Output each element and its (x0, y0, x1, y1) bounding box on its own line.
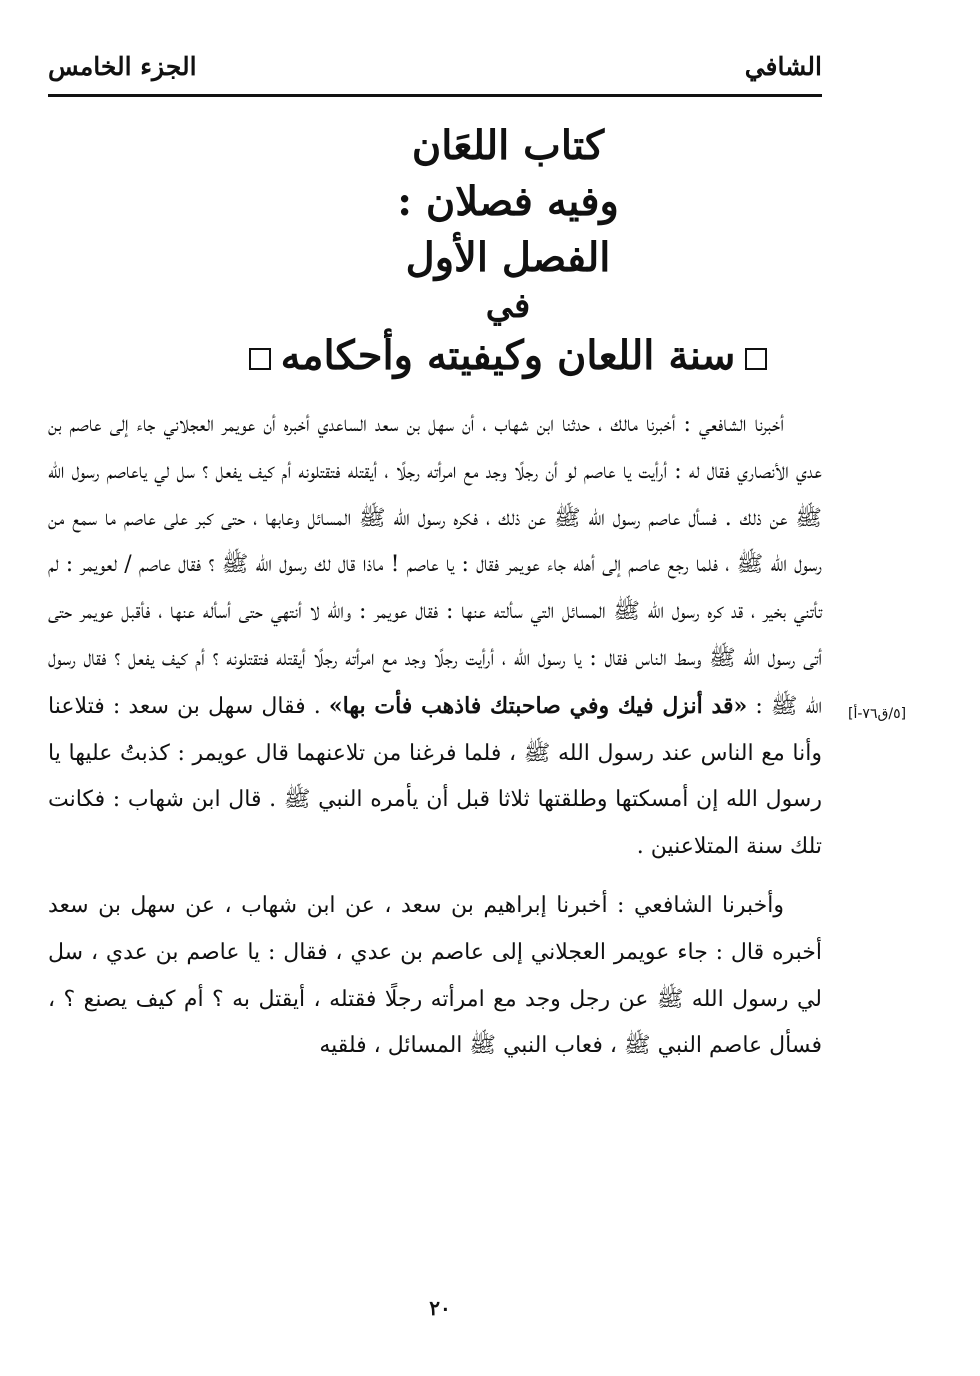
section-subject: سنة اللعان وكيفيته وأحكامه (280, 332, 736, 379)
running-header-volume: الجزء الخامس (48, 52, 197, 81)
running-header (48, 50, 822, 94)
body-text (48, 402, 822, 1070)
section-subject-line (48, 326, 968, 386)
header-rule (48, 94, 822, 97)
chapter-subtitle: وفيه فصلان : (397, 178, 619, 225)
paragraph-1-text-a: أخبرنا الشافعي : أخبرنا مالك ، حدثنا ابن شهاب ، أن سهل بن سعد الساعدي أخبره أن عويمر العجلاني جاء إلى عاصم بن عدي الأنصاري فقال له : أرأيت يا عاصم لو أن رجلًا وجد مع امرأته رجلًا ، أيقتله فتقتلونه أم كيف يفعل ؟ سل لي ياعاصم رسول الله ﷺ عن ذلك . فسأل عاصم رسول الله ﷺ عن ذلك ، فكره رسول الله ﷺ المسائل وعابها ، حتى كبر على عاصم ما سمع من رسول الله ﷺ ، فلما رجع عاصم إلى أهله جاء عويمر فقال : يا عاصم ! ماذا قال لك رسول الله ﷺ ؟ فقال عاصم / لعويمر : لم تأتني بخير ، قد كره رسول الله ﷺ المسائل التي سألته عنها : فقال عويمر : والله لا أنتهي حتى أسأله عنها ، فأقبل عويمر حتى أتى رسول الله ﷺ وسط الناس فقال : يا رسول الله ، أرأيت رجلًا وجد مع امرأته رجلًا أيقتله فتقتلونه ؟ أم كيف يفعل ؟ فقال رسول الله ﷺ : (48, 412, 822, 719)
section-title: الفصل الأول (405, 234, 611, 281)
square-ornament-icon (745, 348, 767, 370)
running-header-book-title: الشافي (744, 52, 822, 81)
paragraph-2: وأخبرنا الشافعي : أخبرنا إبراهيم بن سعد ، عن ابن شهاب ، عن سهل بن سعد أخبره قال : جاء عويمر العجلاني إلى عاصم بن عدي ، فقال : يا عاصم بن عدي ، سل لي رسول الله ﷺ عن رجل وجد مع امرأته رجلًا فقتله ، أيقتل به ؟ أم كيف يصنع ؟ ، فسأل عاصم النبي ﷺ ، فعاب النبي ﷺ المسائل ، فلقيه (48, 892, 822, 1059)
chapter-title: كتاب اللعَان (411, 122, 605, 169)
section-preposition: في (485, 286, 531, 326)
manuscript-folio-reference: [٥/ق٧٦-أ] (848, 706, 907, 722)
square-ornament-icon (249, 348, 271, 370)
prophet-quote: «قد أنزل فيك وفي صاحبتك فاذهب فأت بها» (328, 692, 748, 719)
paragraph-1-text-b: . فقال سهل بن سعد : فتلاعنا وأنا مع الناس عند رسول الله ﷺ ، فلما فرغنا من تلاعنهما قال عويمر : كذبتُ عليها يا رسول الله إن أمسكتها وطلقتها ثلاثا قبل أن يأمره النبي ﷺ . قال ابن شهاب : فكانت تلك سنة المتلاعنين . (48, 693, 822, 860)
page-number: ٢٠ (429, 1296, 451, 1320)
chapter-title-block (48, 118, 968, 388)
paragraph-1 (48, 402, 822, 871)
